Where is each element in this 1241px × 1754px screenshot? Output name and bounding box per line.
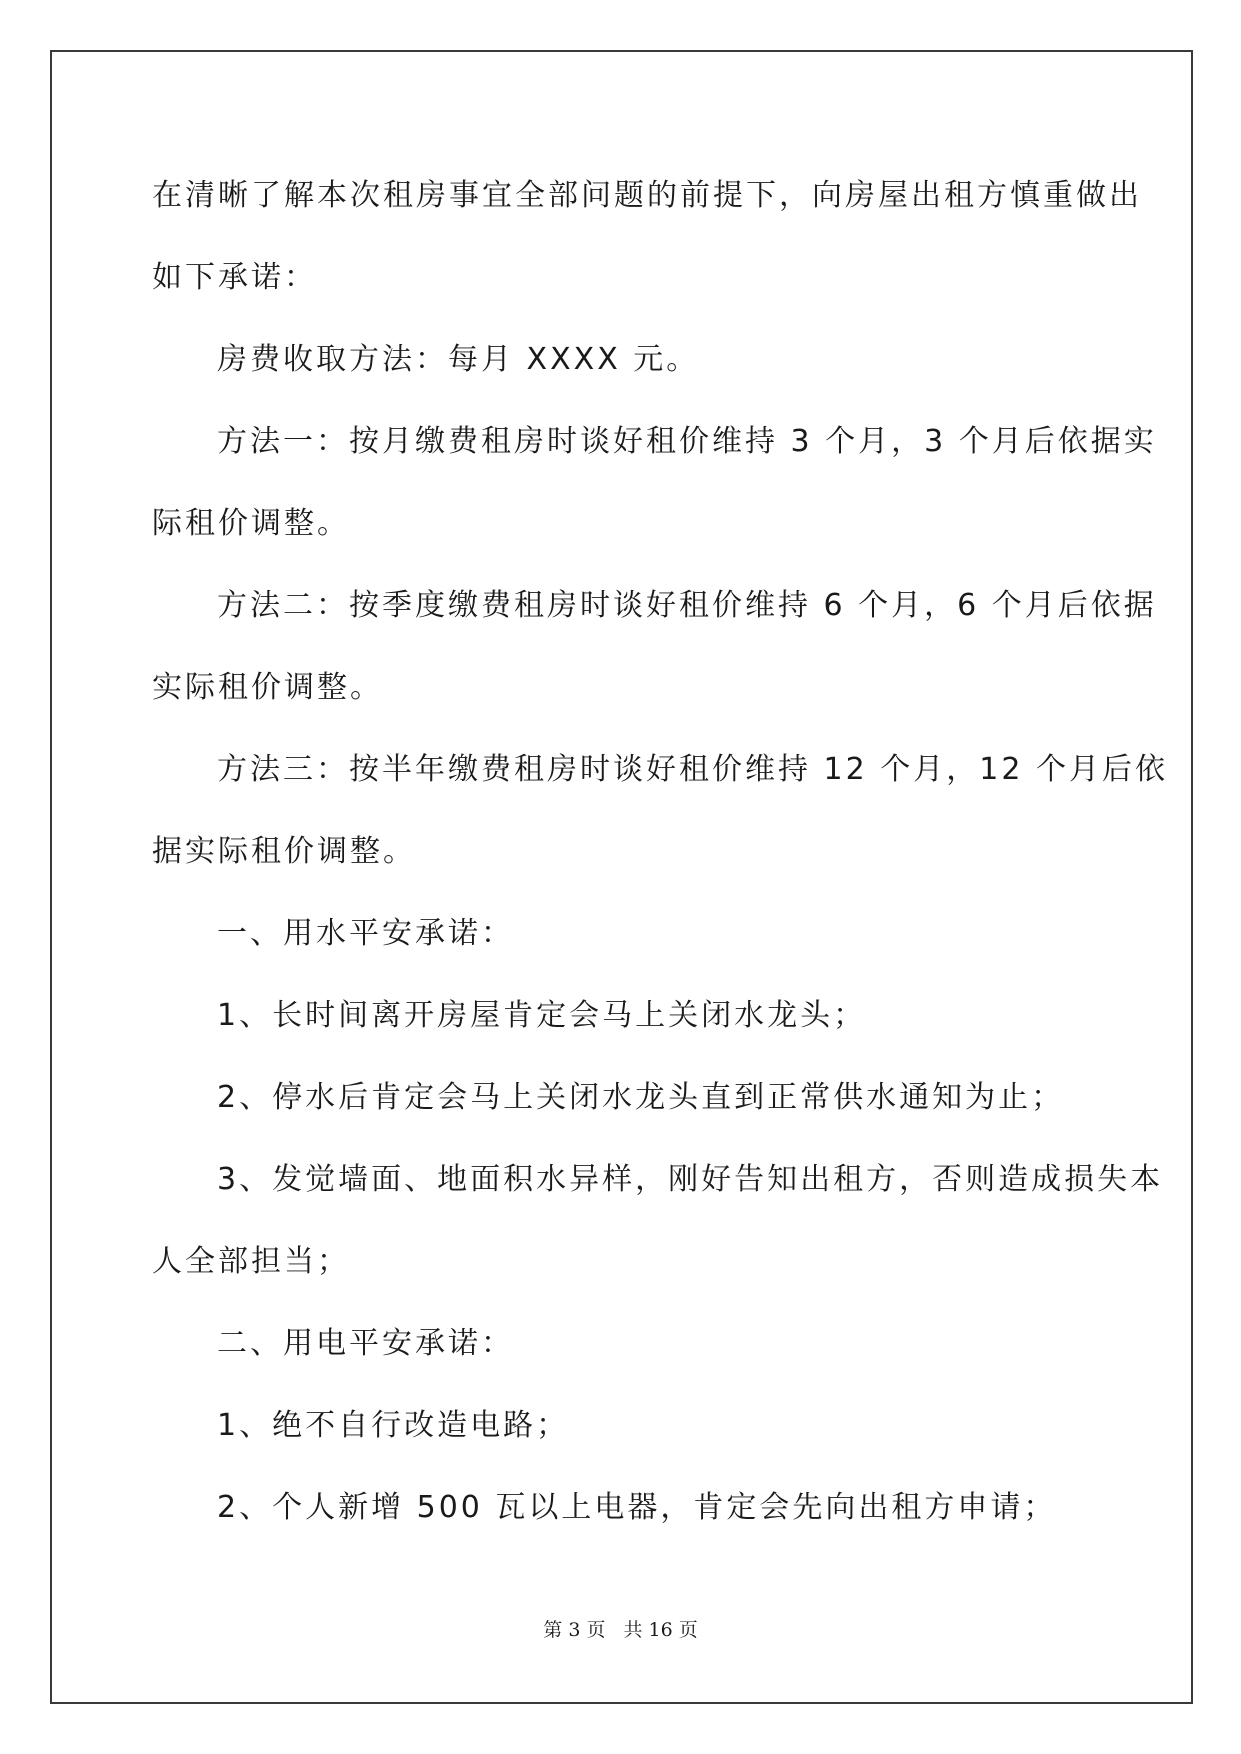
list-item: 1、绝不自行改造电路； bbox=[217, 1408, 570, 1443]
section-heading: 二、用电平安承诺： bbox=[217, 1326, 514, 1361]
page-footer bbox=[0, 1615, 1241, 1642]
text-line: 际租价调整。 bbox=[152, 506, 350, 541]
list-item: 2、个人新增 500 瓦以上电器，肯定会先向出租方申请； bbox=[217, 1490, 1057, 1525]
list-item: 3、发觉墙面、地面积水异样，刚好告知出租方，否则造成损失本 bbox=[217, 1162, 1164, 1197]
list-item: 2、停水后肯定会马上关闭水龙头直到正常供水通知为止； bbox=[217, 1080, 1065, 1115]
text-line: 房费收取方法：每月 XXXX 元。 bbox=[217, 342, 700, 377]
document-body bbox=[152, 155, 1168, 1549]
text-line: 据实际租价调整。 bbox=[152, 834, 416, 869]
text-line: 方法三：按半年缴费租房时谈好租价维持 12 个月，12 个月后依 bbox=[217, 752, 1168, 787]
text-line: 在清晰了解本次租房事宜全部问题的前提下，向房屋出租方慎重做出 bbox=[152, 178, 1142, 213]
text-line: 实际租价调整。 bbox=[152, 670, 383, 705]
text-line: 人全部担当； bbox=[152, 1244, 350, 1279]
section-heading: 一、用水平安承诺： bbox=[217, 916, 514, 951]
page-number: 第 3 页 bbox=[543, 1619, 606, 1641]
text-line: 方法二：按季度缴费租房时谈好租价维持 6 个月，6 个月后依据 bbox=[217, 588, 1157, 623]
list-item: 1、长时间离开房屋肯定会马上关闭水龙头； bbox=[217, 998, 867, 1033]
text-line: 方法一：按月缴费租房时谈好租价维持 3 个月，3 个月后依据实 bbox=[217, 424, 1157, 459]
page-total: 共 16 页 bbox=[623, 1619, 698, 1641]
text-line: 如下承诺： bbox=[152, 260, 317, 295]
